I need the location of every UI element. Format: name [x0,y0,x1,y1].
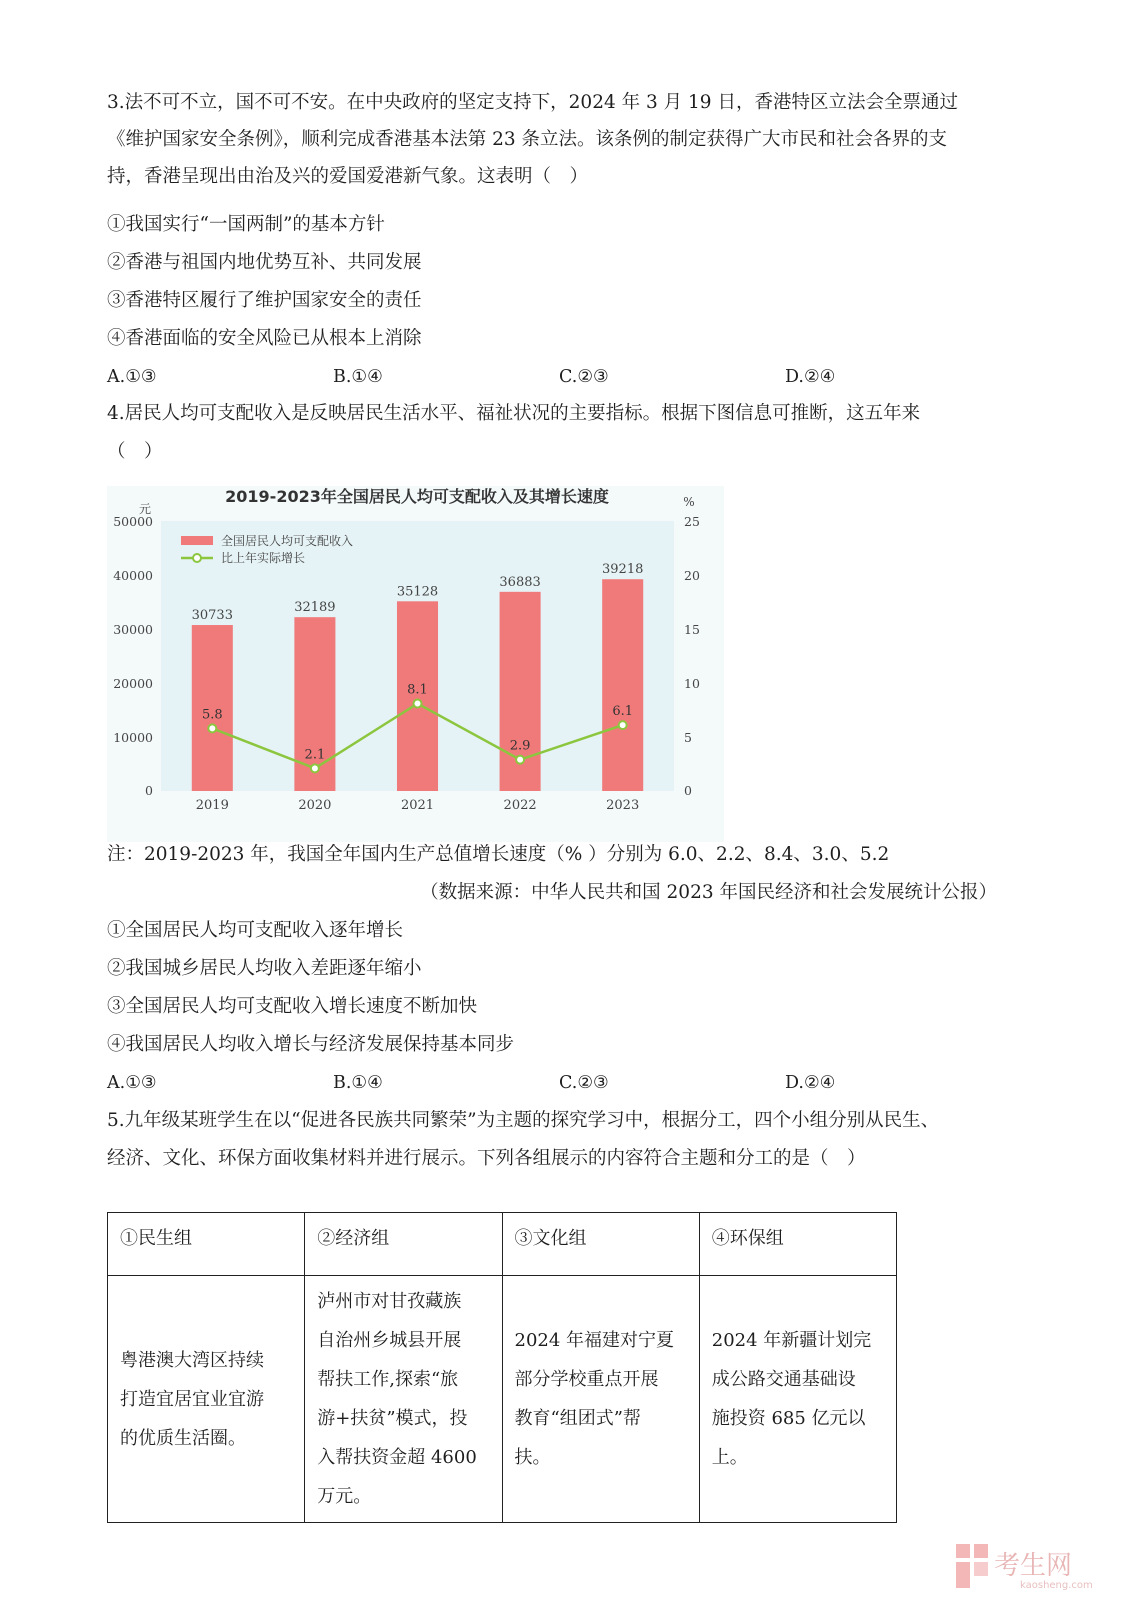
legend-bar-swatch [181,536,213,545]
growth-point [619,721,627,729]
q3-option-d[interactable]: D.②④ [785,367,836,387]
x-tick-label: 2023 [606,798,640,813]
header-cell-livelihood: ①民生组 [108,1213,305,1276]
legend-bar-label: 全国居民人均可支配收入 [221,534,354,548]
x-tick-label: 2020 [298,798,332,813]
cell-line: 万元。 [317,1486,372,1507]
cell-line: 成公路交通基础设 [711,1369,856,1390]
growth-value-label: 6.1 [612,704,634,720]
watermark-text: 考生网 [994,1551,1073,1581]
cell-line: 上。 [711,1447,748,1468]
cell-line: 入帮扶资金超 4600 [317,1447,477,1468]
cell-line: 施投资 685 亿元以 [711,1408,866,1429]
bar-value-label: 39218 [602,562,644,578]
y-tick-left: 50000 [113,514,153,529]
bar-value-label: 30733 [191,608,233,624]
watermark-logo-icon [954,1542,1114,1592]
cell-line: 2024 年新疆计划完 [711,1330,872,1351]
x-tick-label: 2019 [195,798,229,813]
bar-value-label: 32189 [294,600,336,616]
cell-economy [305,1276,502,1523]
header-cell-culture: ③文化组 [502,1213,699,1276]
q4-item-4: ④我国居民人均收入增长与经济发展保持基本同步 [107,1034,515,1055]
growth-point [311,764,319,772]
cell-livelihood [108,1276,305,1523]
site-watermark [954,1542,1114,1592]
q4-stem-line-2: （ ） [107,441,163,462]
q3-item-2: ②香港与祖国内地优势互补、共同发展 [107,252,422,273]
cell-line: 自治州乡城县开展 [317,1330,462,1351]
q3-option-c[interactable]: C.②③ [559,367,609,387]
cell-line: 游+扶贫”模式，投 [317,1408,468,1429]
q3-options [107,365,987,389]
growth-value-label: 5.8 [201,707,223,723]
q4-option-b[interactable]: B.①④ [333,1073,383,1093]
growth-value-label: 2.9 [509,738,531,754]
q4-option-c[interactable]: C.②③ [559,1073,609,1093]
y-tick-right: 5 [684,730,692,745]
cell-line: 2024 年福建对宁夏 [514,1330,675,1351]
q4-source: （数据来源：中华人民共和国 2023 年国民经济和社会发展统计公报） [420,882,997,903]
y-tick-right: 15 [684,622,700,637]
growth-value-label: 2.1 [304,747,326,763]
q4-item-3: ③全国居民人均可支配收入增长速度不断加快 [107,996,478,1017]
q3-option-b[interactable]: B.①④ [333,367,383,387]
q3-stem-line-2: 《维护国家安全条例》，顺利完成香港基本法第 23 条立法。该条例的制定获得广大市民和社会各界的支 [107,129,948,150]
growth-point [208,724,216,732]
legend-line-marker [193,554,201,562]
q3-stem-line-3: 持，香港呈现出由治及兴的爱国爱港新气象。这表明（ ） [107,166,589,187]
q3-item-1: ①我国实行“一国两制”的基本方针 [107,214,385,235]
cell-culture [502,1276,699,1523]
y-tick-right: 0 [684,783,692,798]
x-tick-label: 2021 [400,798,435,813]
y-axis-unit-left: 元 [138,502,152,516]
bar-value-label: 36883 [499,574,541,590]
cell-line: 部分学校重点开展 [514,1369,659,1390]
q4-item-2: ②我国城乡居民人均收入差距逐年缩小 [107,958,422,979]
q5-stem-line-1: 5.九年级某班学生在以“促进各民族共同繁荣”为主题的探究学习中，根据分工，四个小组分别从民生、 [107,1110,940,1131]
y-tick-right: 25 [684,514,700,529]
growth-point [516,756,524,764]
q4-note: 注：2019-2023 年，我国全年国内生产总值增长速度（% ）分别为 6.0、2.2、8.4、3.0、5.2 [107,844,890,865]
q4-stem-line-1: 4.居民人均可支配收入是反映居民生活水平、福祉状况的主要指标。根据下图信息可推断，这五年来 [107,403,921,424]
q3-option-a[interactable]: A.①③ [107,367,157,387]
income-bar [602,579,643,791]
y-tick-left: 0 [145,783,153,798]
q4-option-a[interactable]: A.①③ [107,1073,157,1093]
table-header-row [108,1213,897,1276]
q4-options [107,1071,987,1095]
income-chart-svg [107,486,724,842]
cell-line: 泸州市对甘孜藏族 [317,1291,462,1312]
y-tick-right: 10 [684,676,700,691]
table-body-row [108,1276,897,1523]
growth-value-label: 8.1 [407,682,428,698]
y-tick-right: 20 [684,568,700,583]
bar-value-label: 35128 [396,584,439,600]
x-tick-label: 2022 [503,798,537,813]
y-tick-left: 40000 [113,568,153,583]
chart-title: 2019-2023年全国居民人均可支配收入及其增长速度 [225,487,609,506]
header-cell-economy: ②经济组 [305,1213,502,1276]
q3-stem-line-1: 3.法不可不立，国不可不安。在中央政府的坚定支持下，2024 年 3 月 19 日，香港特区立法会全票通过 [107,92,958,113]
cell-line: 扶。 [514,1447,551,1468]
cell-line: 打造宜居宜业宜游 [120,1388,264,1410]
header-cell-environment: ④环保组 [699,1213,896,1276]
legend-line-label: 比上年实际增长 [221,551,306,565]
watermark-url: kaosheng.com [1020,1580,1093,1591]
cell-environment [699,1276,896,1523]
q3-item-4: ④香港面临的安全风险已从根本上消除 [107,328,422,349]
q5-stem-line-2: 经济、文化、环保方面收集材料并进行展示。下列各组展示的内容符合主题和分工的是（ ） [107,1148,866,1169]
y-tick-left: 30000 [113,622,153,637]
income-chart [107,486,724,842]
cell-line: 的优质生活圈。 [120,1427,246,1449]
q3-item-3: ③香港特区履行了维护国家安全的责任 [107,290,422,311]
y-axis-unit-right: % [683,495,695,509]
cell-line: 粤港澳大湾区持续 [120,1349,264,1371]
q5-group-table [107,1212,897,1523]
q4-option-d[interactable]: D.②④ [785,1073,836,1093]
q4-item-1: ①全国居民人均可支配收入逐年增长 [107,920,404,941]
cell-line: 帮扶工作,探索“旅 [317,1369,459,1390]
y-tick-left: 20000 [113,676,153,691]
cell-line: 教育“组团式”帮 [514,1408,641,1429]
growth-point [414,700,422,708]
y-tick-left: 10000 [113,730,153,745]
